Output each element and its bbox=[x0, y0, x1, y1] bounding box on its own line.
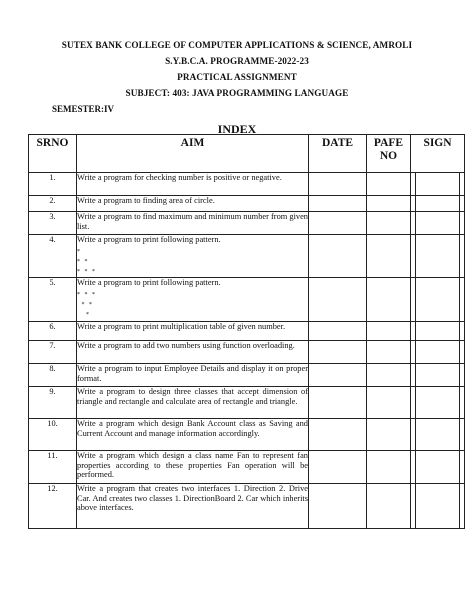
pattern-line: * * * bbox=[77, 291, 95, 298]
row-srno: 3. bbox=[29, 212, 77, 235]
row-page-cell bbox=[367, 341, 411, 364]
row-aim-text: Write a program that creates two interfaces 1. Direction 2. Drive Car. And creates two classes 1. DirectionBoard 2. Car which inherits above interfaces. bbox=[77, 484, 308, 513]
row-date-cell bbox=[309, 322, 367, 341]
col-header-srno: SRNO bbox=[29, 135, 77, 173]
table-row bbox=[29, 419, 465, 451]
row-aim-text: Write a program to add two numbers using function overloading. bbox=[77, 341, 295, 350]
row-aim bbox=[77, 235, 309, 278]
row-srno: 7. bbox=[29, 341, 77, 364]
row-date-cell bbox=[309, 212, 367, 235]
row-sign-cell bbox=[411, 196, 465, 212]
row-page-cell bbox=[367, 235, 411, 278]
row-date-cell bbox=[309, 278, 367, 322]
row-aim-text: Write a program which design Bank Account class as Saving and Current Account and manage information accordingly. bbox=[77, 419, 308, 438]
sign-box bbox=[415, 341, 460, 363]
row-page-cell bbox=[367, 212, 411, 235]
row-page-cell bbox=[367, 278, 411, 322]
row-sign-cell bbox=[411, 278, 465, 322]
row-aim bbox=[77, 364, 309, 387]
sign-box bbox=[415, 278, 460, 321]
programme-title: S.Y.B.C.A. PROGRAMME-2022-23 bbox=[165, 56, 309, 66]
row-page-cell bbox=[367, 387, 411, 419]
row-aim-text: Write a program to design three classes that accept dimension of triangle and rectangle and calculate area of rectangle and triangle. bbox=[77, 387, 308, 406]
col-header-page-line2: NO bbox=[379, 150, 398, 162]
row-aim bbox=[77, 419, 309, 451]
index-table bbox=[28, 134, 465, 529]
row-aim-text: Write a program to find maximum and minimum number from given list. bbox=[77, 212, 308, 231]
row-sign-cell bbox=[411, 419, 465, 451]
row-srno: 12. bbox=[29, 484, 77, 529]
sign-box bbox=[415, 387, 460, 418]
star-pattern bbox=[77, 290, 308, 320]
table-row bbox=[29, 278, 465, 322]
row-aim bbox=[77, 196, 309, 212]
row-srno: 2. bbox=[29, 196, 77, 212]
row-aim-text: Write a program to print following pattern. bbox=[77, 235, 221, 244]
row-aim bbox=[77, 173, 309, 196]
table-row bbox=[29, 322, 465, 341]
college-name: SUTEX BANK COLLEGE OF COMPUTER APPLICATIONS & SCIENCE, AMROLI bbox=[61, 40, 413, 50]
col-header-page-no bbox=[367, 135, 411, 173]
row-date-cell bbox=[309, 484, 367, 529]
table-row bbox=[29, 341, 465, 364]
table-row bbox=[29, 451, 465, 484]
row-page-cell bbox=[367, 364, 411, 387]
row-sign-cell bbox=[411, 341, 465, 364]
star-pattern bbox=[77, 247, 308, 277]
row-date-cell bbox=[309, 451, 367, 484]
table-row bbox=[29, 387, 465, 419]
col-header-sign: SIGN bbox=[411, 135, 465, 173]
pattern-line: * bbox=[77, 248, 80, 255]
row-srno: 8. bbox=[29, 364, 77, 387]
row-aim bbox=[77, 278, 309, 322]
row-srno: 1. bbox=[29, 173, 77, 196]
sign-box bbox=[415, 484, 460, 528]
row-date-cell bbox=[309, 419, 367, 451]
subject-title: SUBJECT: 403: JAVA PROGRAMMING LANGUAGE bbox=[125, 88, 349, 98]
sign-box bbox=[415, 364, 460, 386]
row-aim bbox=[77, 212, 309, 235]
row-aim-text: Write a program for checking number is positive or negative. bbox=[77, 173, 282, 182]
row-aim bbox=[77, 451, 309, 484]
sign-box bbox=[415, 322, 460, 340]
row-page-cell bbox=[367, 173, 411, 196]
sign-box bbox=[415, 173, 460, 195]
table-row bbox=[29, 235, 465, 278]
sign-box bbox=[415, 212, 460, 234]
row-page-cell bbox=[367, 484, 411, 529]
table-row bbox=[29, 484, 465, 529]
row-date-cell bbox=[309, 364, 367, 387]
sign-box bbox=[415, 451, 460, 483]
sign-box bbox=[415, 235, 460, 277]
row-aim-text: Write a program to print multiplication table of given number. bbox=[77, 322, 286, 331]
row-sign-cell bbox=[411, 173, 465, 196]
pattern-line: * bbox=[77, 311, 89, 318]
row-srno: 6. bbox=[29, 322, 77, 341]
row-srno: 9. bbox=[29, 387, 77, 419]
row-page-cell bbox=[367, 322, 411, 341]
row-srno: 11. bbox=[29, 451, 77, 484]
row-sign-cell bbox=[411, 322, 465, 341]
table-row bbox=[29, 196, 465, 212]
row-sign-cell bbox=[411, 212, 465, 235]
index-title: INDEX bbox=[217, 122, 257, 136]
pattern-line: * * bbox=[77, 301, 92, 308]
row-srno: 10. bbox=[29, 419, 77, 451]
row-aim bbox=[77, 387, 309, 419]
sign-box bbox=[415, 196, 460, 211]
row-page-cell bbox=[367, 196, 411, 212]
row-srno: 5. bbox=[29, 278, 77, 322]
row-aim-text: Write a program to finding area of circle. bbox=[77, 196, 215, 205]
row-aim bbox=[77, 322, 309, 341]
row-sign-cell bbox=[411, 387, 465, 419]
row-aim-text: Write a program to input Employee Details and display it on proper format. bbox=[77, 364, 308, 383]
row-page-cell bbox=[367, 451, 411, 484]
pattern-line: * * bbox=[77, 258, 88, 265]
pattern-line: * * * bbox=[77, 268, 95, 275]
table-body bbox=[29, 173, 465, 529]
sign-box bbox=[415, 419, 460, 450]
col-header-aim: AIM bbox=[77, 135, 309, 173]
row-aim-text: Write a program to print following pattern. bbox=[77, 278, 221, 287]
row-aim bbox=[77, 484, 309, 529]
col-header-page-line1: PAFE bbox=[373, 137, 404, 149]
row-sign-cell bbox=[411, 235, 465, 278]
row-sign-cell bbox=[411, 451, 465, 484]
row-date-cell bbox=[309, 387, 367, 419]
row-sign-cell bbox=[411, 484, 465, 529]
row-aim-text: Write a program which design a class name Fan to represent fan properties according to these properties Fan operation will be performed. bbox=[77, 451, 308, 480]
assignment-title: PRACTICAL ASSIGNMENT bbox=[177, 72, 297, 82]
row-date-cell bbox=[309, 341, 367, 364]
row-srno: 4. bbox=[29, 235, 77, 278]
table-row bbox=[29, 212, 465, 235]
row-aim bbox=[77, 341, 309, 364]
table-row bbox=[29, 173, 465, 196]
table-row bbox=[29, 364, 465, 387]
col-header-date: DATE bbox=[309, 135, 367, 173]
row-date-cell bbox=[309, 196, 367, 212]
row-page-cell bbox=[367, 419, 411, 451]
semester-label: SEMESTER:IV bbox=[52, 104, 115, 114]
table-header-row bbox=[29, 135, 465, 173]
row-sign-cell bbox=[411, 364, 465, 387]
row-date-cell bbox=[309, 173, 367, 196]
row-date-cell bbox=[309, 235, 367, 278]
